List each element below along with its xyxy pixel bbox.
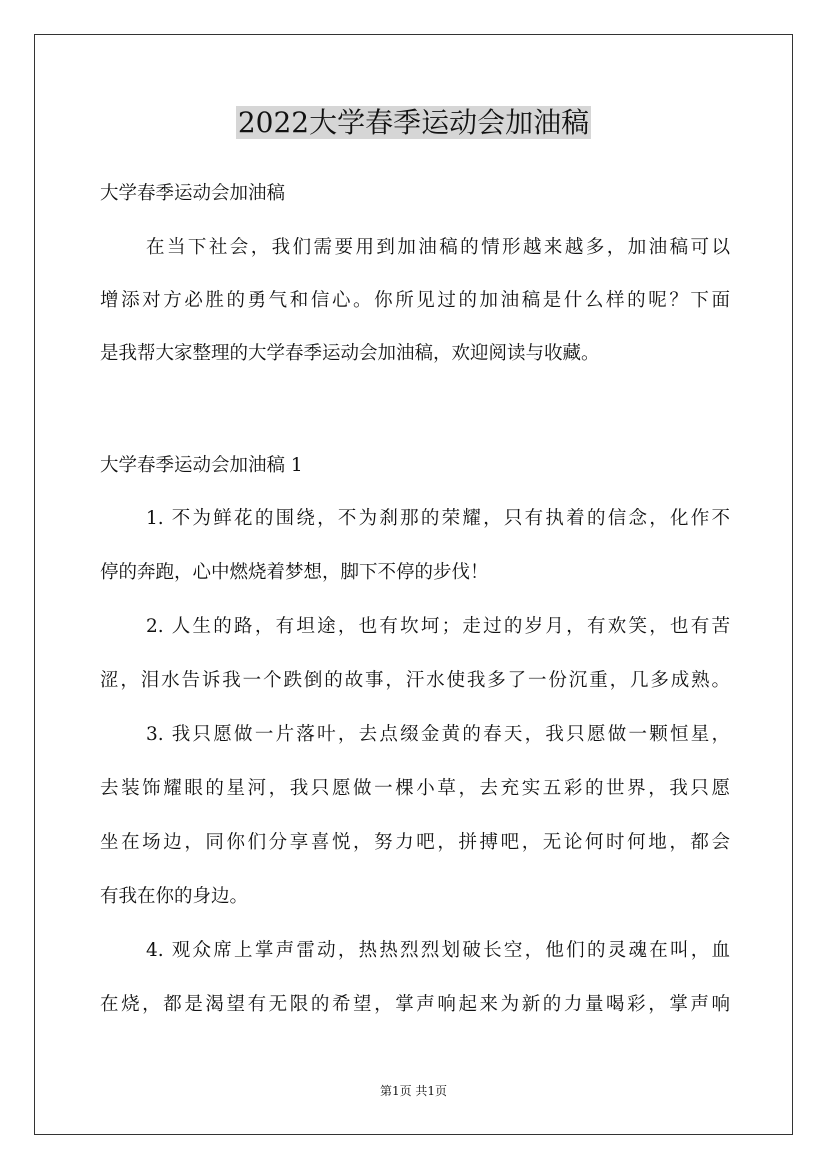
item-3-line: 去装饰耀眼的星河，我只愿做一棵小草，去充实五彩的世界，我只愿 bbox=[100, 778, 730, 799]
intro-line: 增添对方必胜的勇气和信心。你所见过的加油稿是什么样的呢？下面 bbox=[100, 290, 730, 311]
item-3-line: 有我在你的身边。 bbox=[100, 886, 249, 907]
page-number-footer: 第1页 共1页 bbox=[379, 1084, 448, 1098]
item-2-line: 2. 人生的路，有坦途，也有坎坷；走过的岁月，有欢笑，也有苦 bbox=[146, 616, 730, 637]
intro-line: 是我帮大家整理的大学春季运动会加油稿，欢迎阅读与收藏。 bbox=[100, 343, 600, 364]
section-heading: 大学春季运动会加油稿 1 bbox=[100, 455, 303, 476]
item-3-line: 3. 我只愿做一片落叶，去点缀金黄的春天，我只愿做一颗恒星， bbox=[146, 724, 730, 745]
document-title-text: 2022大学春季运动会加油稿 bbox=[237, 106, 590, 139]
item-4-line: 在烧，都是渴望有无限的希望，掌声响起来为新的力量喝彩，掌声响 bbox=[100, 994, 730, 1015]
item-2-line: 涩，泪水告诉我一个跌倒的故事，汗水使我多了一份沉重，几多成熟。 bbox=[100, 670, 730, 691]
item-1-line: 1. 不为鲜花的围绕，不为刹那的荣耀，只有执着的信念，化作不 bbox=[146, 508, 730, 529]
item-4-line: 4. 观众席上掌声雷动，热热烈烈划破长空，他们的灵魂在叫，血 bbox=[146, 940, 730, 961]
document-title bbox=[0, 100, 827, 146]
document-subtitle: 大学春季运动会加油稿 bbox=[100, 183, 286, 204]
item-1-line: 停的奔跑，心中燃烧着梦想，脚下不停的步伐！ bbox=[100, 562, 489, 583]
item-3-line: 坐在场边，同你们分享喜悦，努力吧，拼搏吧，无论何时何地，都会 bbox=[100, 832, 730, 853]
intro-line: 在当下社会，我们需要用到加油稿的情形越来越多，加油稿可以 bbox=[146, 237, 730, 258]
